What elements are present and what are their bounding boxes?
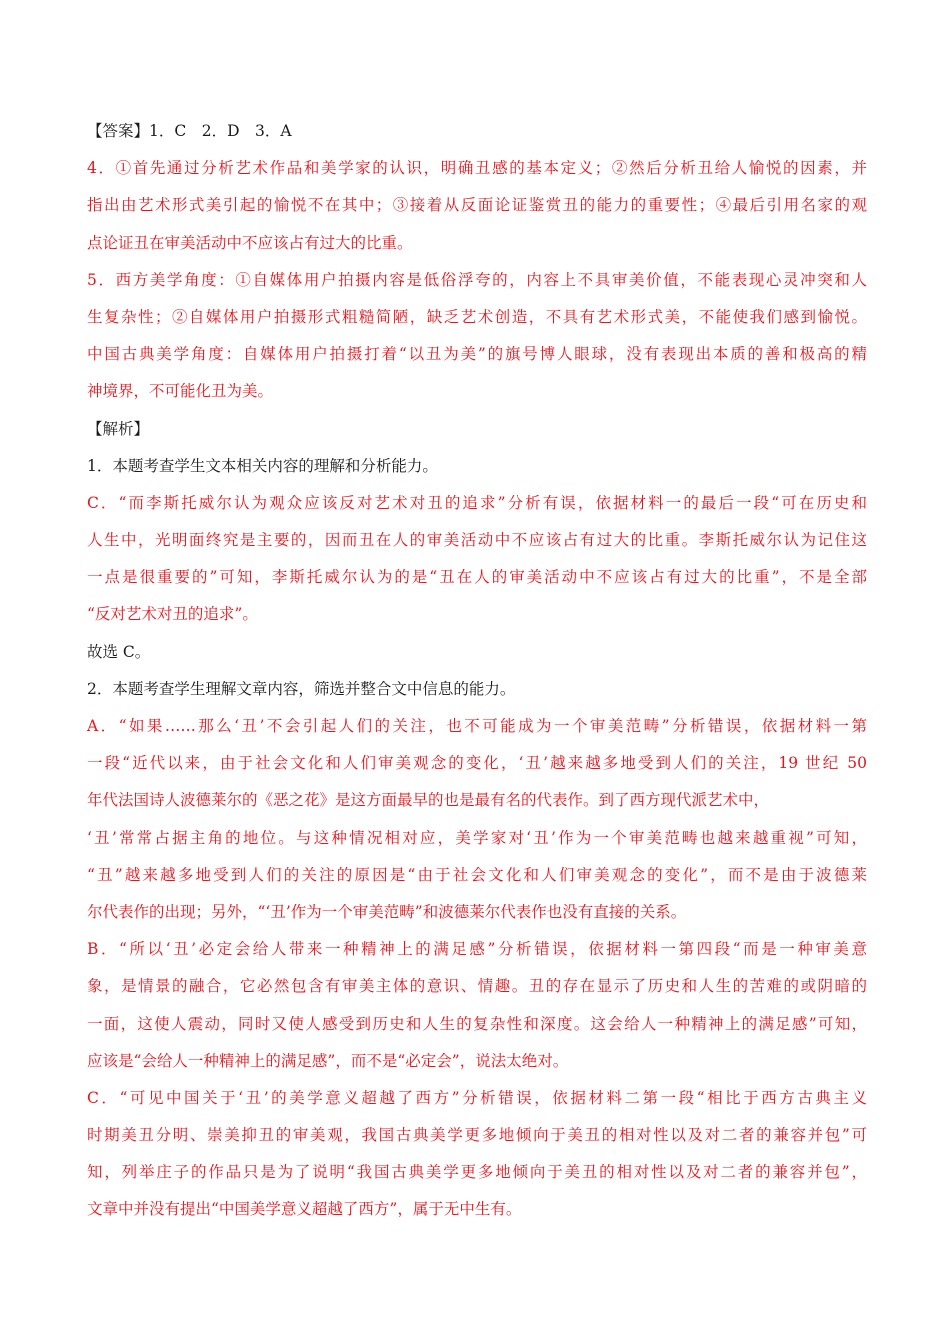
text-line: 中国古典美学角度：自媒体用户拍摄打着“以丑为美”的旗号博人眼球，没有表现出本质的善和极高的精 — [87, 345, 867, 364]
text-line: 故选 C。 — [87, 642, 151, 661]
text-line: 一段“近代以来，由于社会文化和人们审美观念的变化，‘丑’越来越多地受到人们的关注，19 世纪 50 — [87, 754, 867, 773]
text-line: 人生中，光明面终究是主要的，因而丑在人的审美活动中不应该占有过大的比重。李斯托威尔认为记住这 — [87, 531, 867, 550]
text-line: 一点是很重要的”可知，李斯托威尔认为的是“丑在人的审美活动中不应该占有过大的比重”，不是全部 — [87, 568, 867, 587]
document-body — [87, 113, 867, 1229]
text-line: C．“而李斯托威尔认为观众应该反对艺术对丑的追求”分析有误，依据材料一的最后一段“可在历史和 — [87, 493, 867, 512]
text-line: 应该是“会给人一种精神上的满足感”，而不是“必定会”，说法太绝对。 — [87, 1051, 569, 1070]
text-line: 1．本题考查学生文本相关内容的理解和分析能力。 — [87, 456, 438, 475]
text-line: 文章中并没有提出“中国美学意义超越了西方”，属于无中生有。 — [87, 1200, 522, 1219]
text-line: 点论证丑在审美活动中不应该占有过大的比重。 — [87, 233, 413, 252]
text-line: C．“可见中国关于‘丑’的美学意义超越了西方”分析错误，依据材料二第一段“相比于西方古典主义 — [87, 1088, 867, 1107]
text-line: 尔代表作的出现；另外，“‘丑’作为一个审美范畴”和波德莱尔代表作也没有直接的关系。 — [87, 902, 687, 921]
text-line: A．“如果……那么‘丑’不会引起人们的关注，也不可能成为一个审美范畴”分析错误，依据材料一第 — [87, 717, 867, 735]
text-line: 5．西方美学角度：①自媒体用户拍摄内容是低俗浮夸的，内容上不具审美价值，不能表现心灵冲突和人 — [87, 270, 867, 289]
text-line: B．“所以‘丑’必定会给人带来一种精神上的满足感”分析错误，依据材料一第四段“而是一种审美意 — [87, 940, 867, 959]
text-line: 生复杂性；②自媒体用户拍摄形式粗糙简陋，缺乏艺术创造，不具有艺术形式美，不能使我们感到愉悦。 — [87, 307, 867, 326]
text-line: 时期美丑分明、崇美抑丑的审美观，我国古典美学更多地倾向于美丑的相对性以及对二者的兼容并包”可 — [87, 1126, 867, 1145]
text-line: 【答案】1．C 2．D 3．A — [87, 122, 292, 140]
text-line: ‘丑’常常占据主角的地位。与这种情况相对应，美学家对‘丑’作为一个审美范畴也越来越重视”可知， — [87, 828, 867, 847]
text-line: 象，是情景的融合，它必然包含有审美主体的意识、情趣。丑的存在显示了历史和人生的苦难的或阴暗的 — [87, 977, 867, 996]
text-line: “反对艺术对丑的追求”。 — [87, 605, 258, 624]
text-line: 年代法国诗人波德莱尔的《恶之花》是这方面最早的也是最有名的代表作。到了西方现代派艺术中， — [87, 791, 770, 810]
text-line: 神境界，不可能化丑为美。 — [87, 382, 274, 401]
text-line: 【解析】 — [87, 419, 150, 438]
text-line: “丑”越来越多地受到人们的关注的原因是“由于社会文化和人们审美观念的变化”，而不是由于波德莱 — [87, 865, 867, 884]
text-line: 一面，这使人震动，同时又使人感受到历史和人生的复杂性和深度。这会给人一种精神上的满足感”可知， — [87, 1014, 867, 1033]
text-line: 知，列举庄子的作品只是为了说明“我国古典美学更多地倾向于美丑的相对性以及对二者的兼容并包”， — [87, 1163, 867, 1182]
text-lines — [87, 113, 867, 1229]
text-line: 4．①首先通过分析艺术作品和美学家的认识，明确丑感的基本定义；②然后分析丑给人愉悦的因素，并 — [87, 159, 867, 178]
text-line: 指出由艺术形式美引起的愉悦不在其中；③接着从反面论证鉴赏丑的能力的重要性；④最后引用名家的观 — [87, 196, 867, 215]
text-line: 2．本题考查学生理解文章内容，筛选并整合文中信息的能力。 — [87, 679, 516, 698]
